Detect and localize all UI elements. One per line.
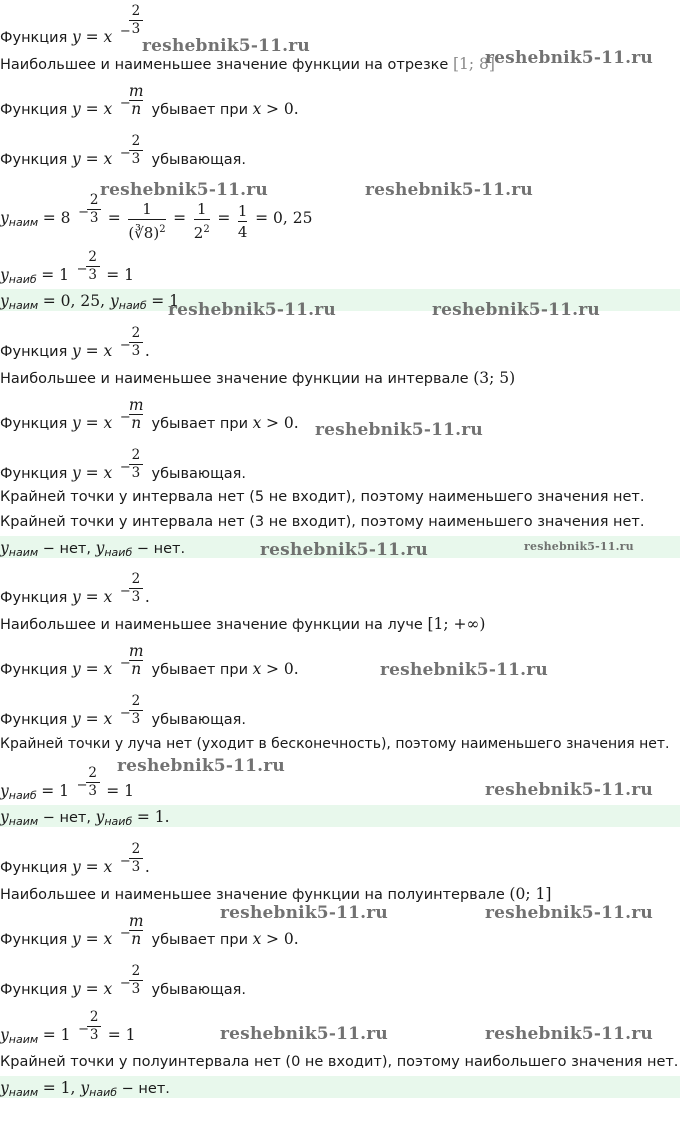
line-desc-4 xyxy=(0,885,551,903)
formula-y-eq-x: y = x xyxy=(71,28,113,46)
watermark: reshebnik5-11.ru xyxy=(365,180,533,200)
answer-max-none: − нет. xyxy=(121,1081,170,1097)
answer-max-value: = 1. xyxy=(136,808,170,826)
exp-n: n xyxy=(131,100,142,118)
exp-m: m xyxy=(128,82,144,100)
num: 1 xyxy=(196,200,207,218)
ray-value: [1; +∞) xyxy=(427,615,486,633)
dot: . xyxy=(144,858,150,876)
watermark: reshebnik5-11.ru xyxy=(432,300,600,320)
pow: 2 xyxy=(159,224,166,235)
exp-minus: − xyxy=(119,410,131,425)
watermark: reshebnik5-11.ru xyxy=(524,540,634,553)
exp-fraction xyxy=(129,4,143,37)
word-function: Функция xyxy=(0,982,68,998)
desc-segment: Наибольшее и наименьшее значение функции на отрезке xyxy=(0,57,449,73)
fraction-one-over-cube8 xyxy=(128,200,165,242)
word-decreasing-at: убывает при xyxy=(151,932,248,948)
line-calc-max-1 xyxy=(0,249,135,286)
exp-fraction xyxy=(86,766,100,799)
exp-minus: − xyxy=(119,460,131,475)
watermark: reshebnik5-11.ru xyxy=(380,660,548,680)
exp-fraction xyxy=(86,250,100,283)
exp-den: 3 xyxy=(131,465,141,481)
exp-minus: − xyxy=(119,24,131,39)
note-4: Крайней точки у полуинтервала нет (0 не входит), поэтому наибольшего значения нет. xyxy=(0,1054,679,1070)
word-function: Функция xyxy=(0,712,68,728)
desc-ray: Наибольшее и наименьшее значение функции на луче xyxy=(0,617,423,633)
answer-2 xyxy=(0,539,185,557)
exp-fraction xyxy=(129,448,143,481)
sub-max: наиб xyxy=(89,1086,118,1099)
word-function: Функция xyxy=(0,466,68,482)
exp-den: 3 xyxy=(88,783,97,799)
y-symbol: y xyxy=(0,808,9,826)
exp-fraction xyxy=(129,134,143,167)
exp-fraction xyxy=(129,964,143,997)
formula-y-eq-x: y = x xyxy=(71,414,113,432)
exp-n: n xyxy=(131,930,142,948)
answer-max-none: − нет. xyxy=(136,541,186,557)
note-2: Крайней точки у интервала нет (3 не входит), поэтому наименьшего значения нет. xyxy=(0,514,645,530)
dot: . xyxy=(144,342,150,360)
exp-n: n xyxy=(131,414,142,432)
y-symbol: y xyxy=(0,1026,9,1044)
var-x: x xyxy=(252,660,262,678)
exp-den: 3 xyxy=(131,343,141,359)
eq-1: = 1 xyxy=(41,782,70,800)
exp-minus: − xyxy=(119,706,131,721)
exp-den: 3 xyxy=(131,711,141,727)
exp-num: 2 xyxy=(131,3,141,19)
word-decreasing-at: убывает при xyxy=(151,662,248,678)
gt-zero: > 0. xyxy=(265,930,299,948)
exp-num: 2 xyxy=(88,249,97,265)
exp-fraction xyxy=(129,914,144,947)
exp-num: 2 xyxy=(89,1009,99,1025)
line-decreasing-mn-2 xyxy=(0,396,299,432)
exp-num: 2 xyxy=(131,571,141,587)
watermark: reshebnik5-11.ru xyxy=(485,48,653,68)
sub-max: наиб xyxy=(8,273,37,286)
exp-minus: − xyxy=(119,854,131,869)
pow: 2 xyxy=(203,224,210,235)
exp-fraction xyxy=(129,644,144,677)
sub-max: наиб xyxy=(104,815,133,828)
sub-max: наиб xyxy=(118,299,147,312)
word-decreasing-at: убывает при xyxy=(151,102,248,118)
exp-fraction xyxy=(129,326,143,359)
exp-minus: − xyxy=(119,976,131,991)
fraction-one-over-2sq xyxy=(194,200,210,242)
watermark: reshebnik5-11.ru xyxy=(142,36,310,56)
line-decreasing-mn-4 xyxy=(0,912,299,948)
watermark: reshebnik5-11.ru xyxy=(485,903,653,923)
answer-min-value: = 0, 25, xyxy=(42,292,110,310)
exp-minus: − xyxy=(119,146,131,161)
word-function: Функция xyxy=(0,590,68,606)
base: 2 xyxy=(193,224,204,242)
exp-den: 3 xyxy=(88,267,97,283)
den xyxy=(194,221,210,242)
word-decreasing-at: убывает при xyxy=(151,416,248,432)
line-decreasing-mn-1 xyxy=(0,82,299,118)
answer-4 xyxy=(0,1079,170,1097)
exp-den: 3 xyxy=(131,981,141,997)
line-calc-max-3 xyxy=(0,765,135,802)
answer-min-none: − нет, xyxy=(42,541,91,557)
segment-value: [1; 8] xyxy=(452,55,495,73)
line-desc-3 xyxy=(0,615,485,633)
den: 4 xyxy=(237,222,248,241)
word-decreasing: убывающая. xyxy=(151,152,246,168)
exp-den: 3 xyxy=(131,859,141,875)
dot: . xyxy=(144,588,150,606)
gt-zero: > 0. xyxy=(265,660,299,678)
word-function: Функция xyxy=(0,662,68,678)
eq: = xyxy=(173,209,187,227)
exp-num: 2 xyxy=(131,963,141,979)
gt-zero: > 0. xyxy=(265,100,299,118)
exp-minus: − xyxy=(78,205,90,220)
var-x: x xyxy=(252,414,262,432)
exp-num: 2 xyxy=(131,133,141,149)
exp-minus: − xyxy=(76,778,88,793)
exp-fraction xyxy=(87,1010,101,1043)
exp-num: 2 xyxy=(131,693,141,709)
exp-minus: − xyxy=(119,656,131,671)
y-symbol: y xyxy=(0,1079,9,1097)
watermark: reshebnik5-11.ru xyxy=(485,1024,653,1044)
formula-y-eq-x: y = x xyxy=(71,710,113,728)
eq-result-1: = 1 xyxy=(107,1026,136,1044)
word-decreasing: убывающая. xyxy=(151,466,246,482)
note-1: Крайней точки у интервала нет (5 не входит), поэтому наименьшего значения нет. xyxy=(0,489,645,505)
fraction-one-over-four xyxy=(238,202,248,241)
exp-fraction xyxy=(129,398,144,431)
sub-min: наим xyxy=(8,815,39,828)
line-desc-2 xyxy=(0,369,515,387)
exp-den: 3 xyxy=(131,589,141,605)
word-function: Функция xyxy=(0,416,68,432)
formula-y-eq-x: y = x xyxy=(71,342,113,360)
word-decreasing: убывающая. xyxy=(151,712,246,728)
exp-minus: − xyxy=(78,1022,90,1037)
sub-max: наиб xyxy=(104,546,133,559)
formula-y-eq-x: y = x xyxy=(71,100,113,118)
watermark: reshebnik5-11.ru xyxy=(315,420,483,440)
desc-half-interval: Наибольшее и наименьшее значение функции на полуинтервале xyxy=(0,887,505,903)
num: 1 xyxy=(237,201,248,220)
answer-1 xyxy=(0,292,179,310)
exp-fraction xyxy=(129,842,143,875)
formula-y-eq-x: y = x xyxy=(71,660,113,678)
eq-1: = 1 xyxy=(42,1026,71,1044)
sub-max: наиб xyxy=(8,789,37,802)
formula-y-eq-x: y = x xyxy=(71,588,113,606)
exp-m: m xyxy=(128,642,144,660)
exp-fraction xyxy=(129,572,143,605)
exp-den: 3 xyxy=(131,21,141,37)
sub-min: наим xyxy=(8,546,39,559)
watermark: reshebnik5-11.ru xyxy=(168,300,336,320)
y-symbol: y xyxy=(0,292,9,310)
y-symbol: y xyxy=(0,782,9,800)
answer-max-value: = 1 xyxy=(151,292,180,310)
word-function: Функция xyxy=(0,102,68,118)
watermark: reshebnik5-11.ru xyxy=(220,1024,388,1044)
exp-m: m xyxy=(128,396,144,414)
eq-result-1: = 1 xyxy=(106,782,135,800)
gt-zero: > 0. xyxy=(265,414,299,432)
answer-min-none: − нет, xyxy=(42,810,91,826)
exp-m: m xyxy=(128,912,144,930)
y-symbol: y xyxy=(95,539,105,557)
line-decreasing-4 xyxy=(0,963,246,998)
word-function: Функция xyxy=(0,152,68,168)
sub-min: наим xyxy=(8,1086,39,1099)
sub-min: наим xyxy=(8,299,39,312)
exp-den: 3 xyxy=(131,151,141,167)
line-function-3 xyxy=(0,571,150,606)
line-decreasing-1 xyxy=(0,133,246,168)
formula-y-eq-x: y = x xyxy=(71,858,113,876)
word-decreasing: убывающая. xyxy=(151,982,246,998)
exp-num: 2 xyxy=(131,447,141,463)
half-interval-value: (0; 1] xyxy=(509,885,552,903)
line-function-2 xyxy=(0,325,150,360)
eq-result-1: = 1 xyxy=(106,266,135,284)
eq-8: = 8 xyxy=(42,209,71,227)
exp-minus: − xyxy=(119,96,131,111)
formula-y-eq-x: y = x xyxy=(71,930,113,948)
exp-minus: − xyxy=(119,584,131,599)
line-decreasing-3 xyxy=(0,693,246,728)
exp-fraction xyxy=(129,84,144,117)
var-x: x xyxy=(252,930,262,948)
eq-1: = 1 xyxy=(41,266,70,284)
desc-interval: Наибольшее и наименьшее значение функции на интервале xyxy=(0,371,469,387)
result-025: = 0, 25 xyxy=(255,209,313,227)
exp-den: 3 xyxy=(89,1027,99,1043)
exp-num: 2 xyxy=(88,765,97,781)
line-calc-min-4 xyxy=(0,1009,136,1046)
exp-num: 2 xyxy=(131,325,141,341)
y-symbol: y xyxy=(0,209,9,227)
exp-num: 2 xyxy=(131,841,141,857)
exp-num: 2 xyxy=(89,192,99,208)
watermark: reshebnik5-11.ru xyxy=(117,756,285,776)
formula-y-eq-x: y = x xyxy=(71,150,113,168)
watermark: reshebnik5-11.ru xyxy=(220,903,388,923)
y-symbol: y xyxy=(0,266,9,284)
watermark: reshebnik5-11.ru xyxy=(485,780,653,800)
exp-minus: − xyxy=(119,338,131,353)
answer-min-value: = 1, xyxy=(42,1079,81,1097)
line-decreasing-2 xyxy=(0,447,246,482)
word-function: Функция xyxy=(0,860,68,876)
formula-y-eq-x: y = x xyxy=(71,464,113,482)
exp-n: n xyxy=(131,660,142,678)
word-function: Функция xyxy=(0,30,68,46)
answer-3 xyxy=(0,808,170,826)
y-symbol: y xyxy=(0,539,9,557)
eq: = xyxy=(107,209,121,227)
watermark: reshebnik5-11.ru xyxy=(260,540,428,560)
line-desc-1 xyxy=(0,55,495,73)
sub-min: наим xyxy=(8,1033,39,1046)
formula-y-eq-x: y = x xyxy=(71,980,113,998)
den xyxy=(128,221,165,242)
num: 1 xyxy=(142,200,152,218)
word-function: Функция xyxy=(0,932,68,948)
sub-min: наим xyxy=(8,216,39,229)
exp-minus: − xyxy=(76,262,88,277)
exp-den: 3 xyxy=(89,210,99,226)
interval-value: (3; 5) xyxy=(473,369,516,387)
y-symbol: y xyxy=(109,292,119,310)
line-decreasing-mn-3 xyxy=(0,642,299,678)
exp-fraction xyxy=(129,694,143,727)
cube-root-8: (∛8) xyxy=(128,224,160,242)
line-function-1 xyxy=(0,3,143,46)
word-function: Функция xyxy=(0,344,68,360)
note-3: Крайней точки у луча нет (уходит в бесконечность), поэтому наименьшего значения нет. xyxy=(0,736,670,752)
line-calc-min-1 xyxy=(0,192,313,242)
watermark: reshebnik5-11.ru xyxy=(100,180,268,200)
eq: = xyxy=(217,209,231,227)
exp-minus: − xyxy=(119,926,131,941)
line-function-4 xyxy=(0,841,150,876)
y-symbol: y xyxy=(95,808,105,826)
y-symbol: y xyxy=(80,1079,90,1097)
var-x: x xyxy=(252,100,262,118)
